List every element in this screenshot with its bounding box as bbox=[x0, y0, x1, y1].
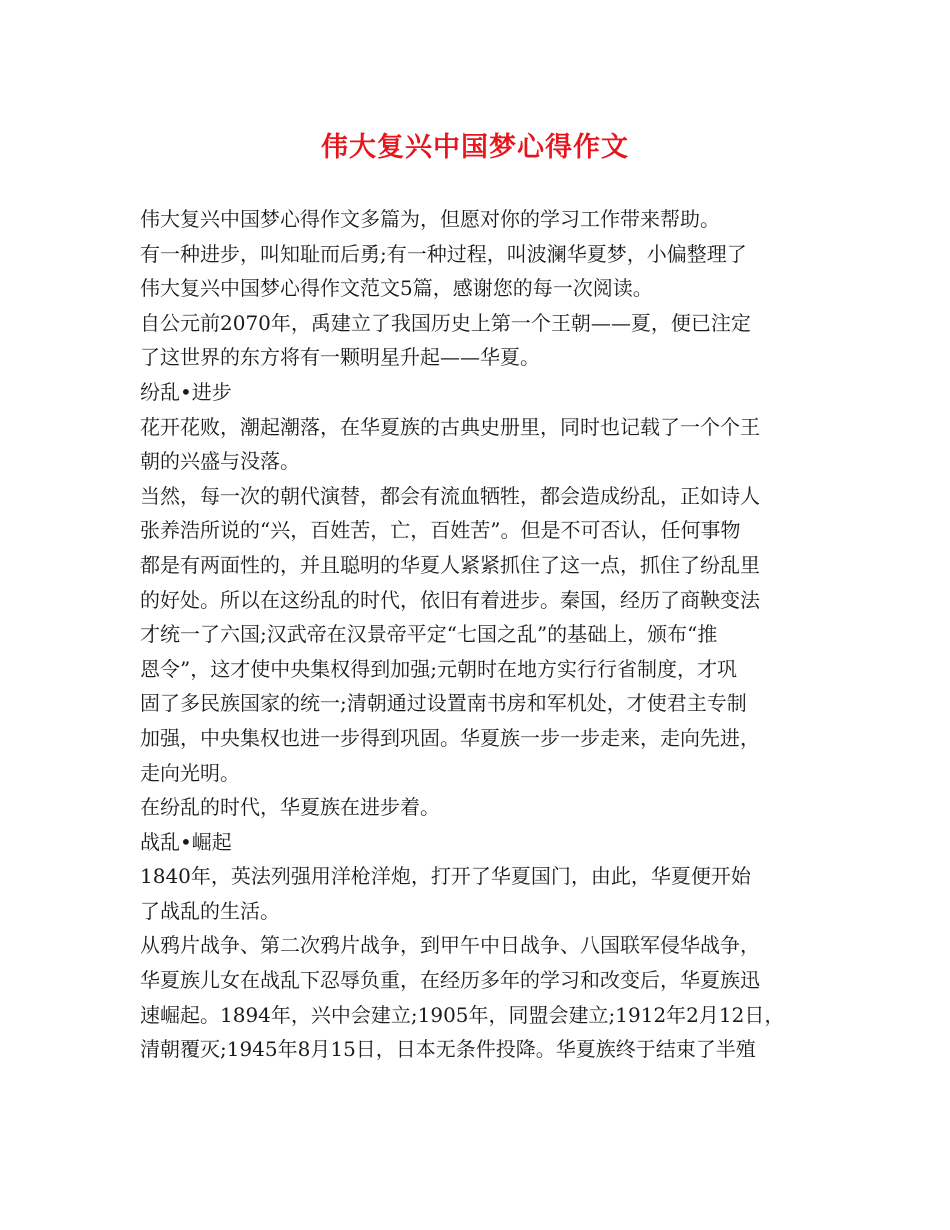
body-line: 才统一了六国;汉武帝在汉景帝平定“七国之乱”的基础上，颁布“推 bbox=[140, 622, 718, 647]
body-line: 朝的兴盛与没落。 bbox=[140, 449, 300, 474]
body-line: 张养浩所说的“兴，百姓苦，亡，百姓苦”。但是不可否认，任何事物 bbox=[140, 518, 741, 543]
body-line: 的好处。所以在这纷乱的时代，依旧有着进步。秦国，经历了商鞅变法 bbox=[140, 587, 760, 612]
body-line: 加强，中央集权也进一步得到巩固。华夏族一步一步走来，走向先进， bbox=[140, 725, 760, 750]
body-line: 恩令”，这才使中央集权得到加强;元朝时在地方实行行省制度，才巩 bbox=[140, 656, 737, 681]
body-line: 花开花败，潮起潮落，在华夏族的古典史册里，同时也记载了一个个王 bbox=[140, 414, 760, 439]
document-title: 伟大复兴中国梦心得作文 bbox=[321, 132, 629, 163]
body-line: 固了多民族国家的统一;清朝通过设置南书房和军机处，才使君主专制 bbox=[140, 691, 747, 716]
body-line: 华夏族儿女在战乱下忍辱负重，在经历多年的学习和改变后，华夏族迅 bbox=[140, 968, 760, 993]
section-heading: 纷乱•进步 bbox=[140, 379, 232, 404]
body-line: 了这世界的东方将有一颗明星升起——华夏。 bbox=[140, 345, 540, 370]
body-line: 清朝覆灭;1945年8月15日，日本无条件投降。华夏族终于结束了半殖 bbox=[140, 1037, 756, 1062]
body-line: 自公元前2070年，禹建立了我国历史上第一个王朝——夏，便已注定 bbox=[140, 310, 751, 335]
body-line: 在纷乱的时代，华夏族在进步着。 bbox=[140, 795, 440, 820]
body-line: 有一种进步，叫知耻而后勇;有一种过程，叫波澜华夏梦，小偏整理了 bbox=[140, 241, 747, 266]
document-body bbox=[140, 202, 840, 1067]
body-line: 从鸦片战争、第二次鸦片战争，到甲午中日战争、八国联军侵华战争， bbox=[140, 933, 760, 958]
body-line: 伟大复兴中国梦心得作文范文5篇，感谢您的每一次阅读。 bbox=[140, 276, 653, 301]
body-line: 伟大复兴中国梦心得作文多篇为，但愿对你的学习工作带来帮助。 bbox=[140, 207, 720, 231]
section-heading: 战乱•崛起 bbox=[140, 829, 232, 854]
body-line: 速崛起。1894年，兴中会建立;1905年，同盟会建立;1912年2月12日， bbox=[140, 1002, 785, 1027]
body-line: 1840年，英法列强用洋枪洋炮，打开了华夏国门，由此，华夏便开始 bbox=[140, 864, 751, 889]
body-line: 当然，每一次的朝代演替，都会有流血牺牲，都会造成纷乱，正如诗人 bbox=[140, 483, 760, 508]
body-line: 都是有两面性的，并且聪明的华夏人紧紧抓住了这一点，抓住了纷乱里 bbox=[140, 552, 760, 577]
body-line: 了战乱的生活。 bbox=[140, 898, 280, 923]
body-line: 走向光明。 bbox=[140, 760, 240, 785]
